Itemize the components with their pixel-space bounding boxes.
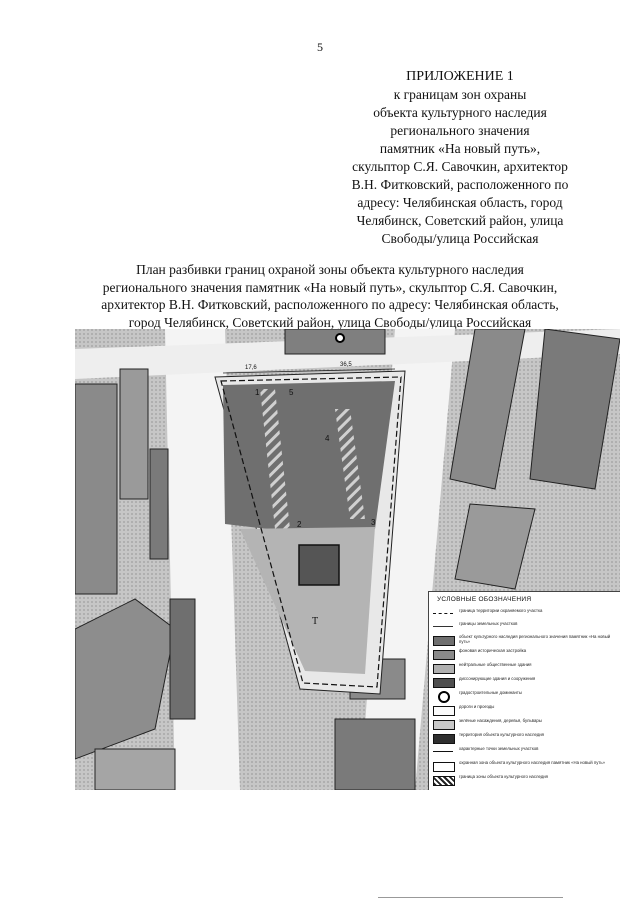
white-fill-icon — [433, 706, 455, 716]
page-number: 5 — [317, 40, 323, 54]
building — [120, 369, 148, 499]
legend-text: фоновая историческая застройка — [459, 648, 527, 653]
mid-fill-icon — [433, 650, 455, 660]
map-legend — [428, 591, 620, 790]
appendix-line: Свободы/улица Российская — [381, 231, 539, 246]
light-fill-icon — [433, 664, 455, 674]
appendix-line: В.Н. Фитковский, расположенного по — [351, 177, 569, 192]
zone-letter: Т — [312, 616, 319, 627]
site-plan-map — [75, 329, 620, 790]
legend-item — [433, 662, 619, 674]
dimension-label: 17,6 — [245, 365, 257, 371]
footer-rule — [378, 897, 563, 898]
legend-text: граница территории охраняемого участка — [459, 608, 543, 613]
appendix-line: объекта культурного наследия — [373, 105, 547, 120]
legend-item — [433, 718, 619, 730]
dominant-marker-icon — [336, 334, 344, 342]
object-territory — [223, 381, 395, 531]
building — [170, 599, 195, 719]
appendix-line: адресу: Челябинская область, город — [357, 195, 563, 210]
legend-text: объект культурного наследия регионального значения памятник «На новый путь» — [459, 634, 611, 644]
caption-line: регионального значения памятник «На новый путь», скульптор С.Я. Савочкин, — [102, 279, 558, 295]
legend-text: нейтральные общественные здания — [459, 662, 532, 667]
point-label: 3 — [371, 518, 376, 527]
appendix-line: к границам зон охраны — [393, 87, 527, 102]
legend-text: граница зоны объекта культурного наследия — [459, 774, 549, 779]
plan-caption — [60, 261, 600, 331]
legend-item — [433, 774, 619, 786]
hatch-icon — [433, 776, 455, 786]
appendix-line: Челябинск, Советский район, улица — [356, 213, 564, 228]
thin-line-icon — [433, 626, 453, 627]
darker-fill-icon — [433, 678, 455, 688]
legend-item — [433, 634, 619, 646]
legend-item — [433, 760, 619, 772]
legend-text: территория объекта культурного наследия — [459, 732, 544, 737]
legend-text: охранная зона объекта культурного наследия памятник «На новый путь» — [459, 760, 605, 765]
appendix-header — [330, 68, 590, 248]
caption-line: город Челябинск, Советский район, улица Свободы/улица Российская — [128, 314, 532, 330]
appendix-line: памятник «На новый путь», — [379, 141, 541, 156]
building — [150, 449, 168, 559]
legend-text: зелёные насаждения, деревья, бульвары — [459, 718, 542, 723]
building — [95, 749, 175, 790]
gray-fill-icon — [433, 720, 455, 730]
appendix-line: регионального значения — [390, 123, 530, 138]
point-label: 4 — [325, 434, 330, 443]
legend-item — [433, 690, 619, 702]
building — [285, 329, 385, 354]
legend-item — [433, 621, 619, 633]
legend-item — [433, 746, 619, 758]
point-label: 5 — [289, 388, 294, 397]
point-label: 1 — [255, 388, 260, 397]
appendix-line: скульптор С.Я. Савочкин, архитектор — [352, 159, 568, 174]
legend-item — [433, 732, 619, 744]
legend-item — [433, 704, 619, 716]
legend-text: диссонирующие здания и сооружения — [459, 676, 536, 681]
legend-item — [433, 608, 619, 620]
legend-text: градостроительные доминанты — [459, 690, 522, 695]
legend-text: границы земельных участков — [459, 621, 518, 626]
monument — [299, 545, 339, 585]
legend-text: дороги и проезды — [459, 704, 495, 709]
black-fill-icon — [433, 734, 455, 744]
building — [335, 719, 415, 790]
circle-icon — [438, 691, 450, 703]
point-label: 2 — [297, 520, 302, 529]
legend-item — [433, 648, 619, 660]
building — [75, 384, 117, 594]
legend-item — [433, 676, 619, 688]
caption-line: План разбивки границ охраной зоны объекта культурного наследия — [136, 262, 524, 277]
legend-text: характерные точки земельных участков — [459, 746, 539, 751]
dash-line-icon — [433, 613, 453, 614]
caption-line: архитектор В.Н. Фитковский, расположенного по адресу: Челябинская область, — [101, 297, 559, 312]
dimension-label: 36,5 — [340, 362, 352, 368]
legend-title: УСЛОВНЫЕ ОБОЗНАЧЕНИЯ — [437, 596, 532, 603]
dark-fill-icon — [433, 636, 455, 646]
appendix-title: ПРИЛОЖЕНИЕ 1 — [406, 69, 514, 84]
point-icon — [433, 751, 453, 752]
border-box-icon — [433, 762, 455, 772]
